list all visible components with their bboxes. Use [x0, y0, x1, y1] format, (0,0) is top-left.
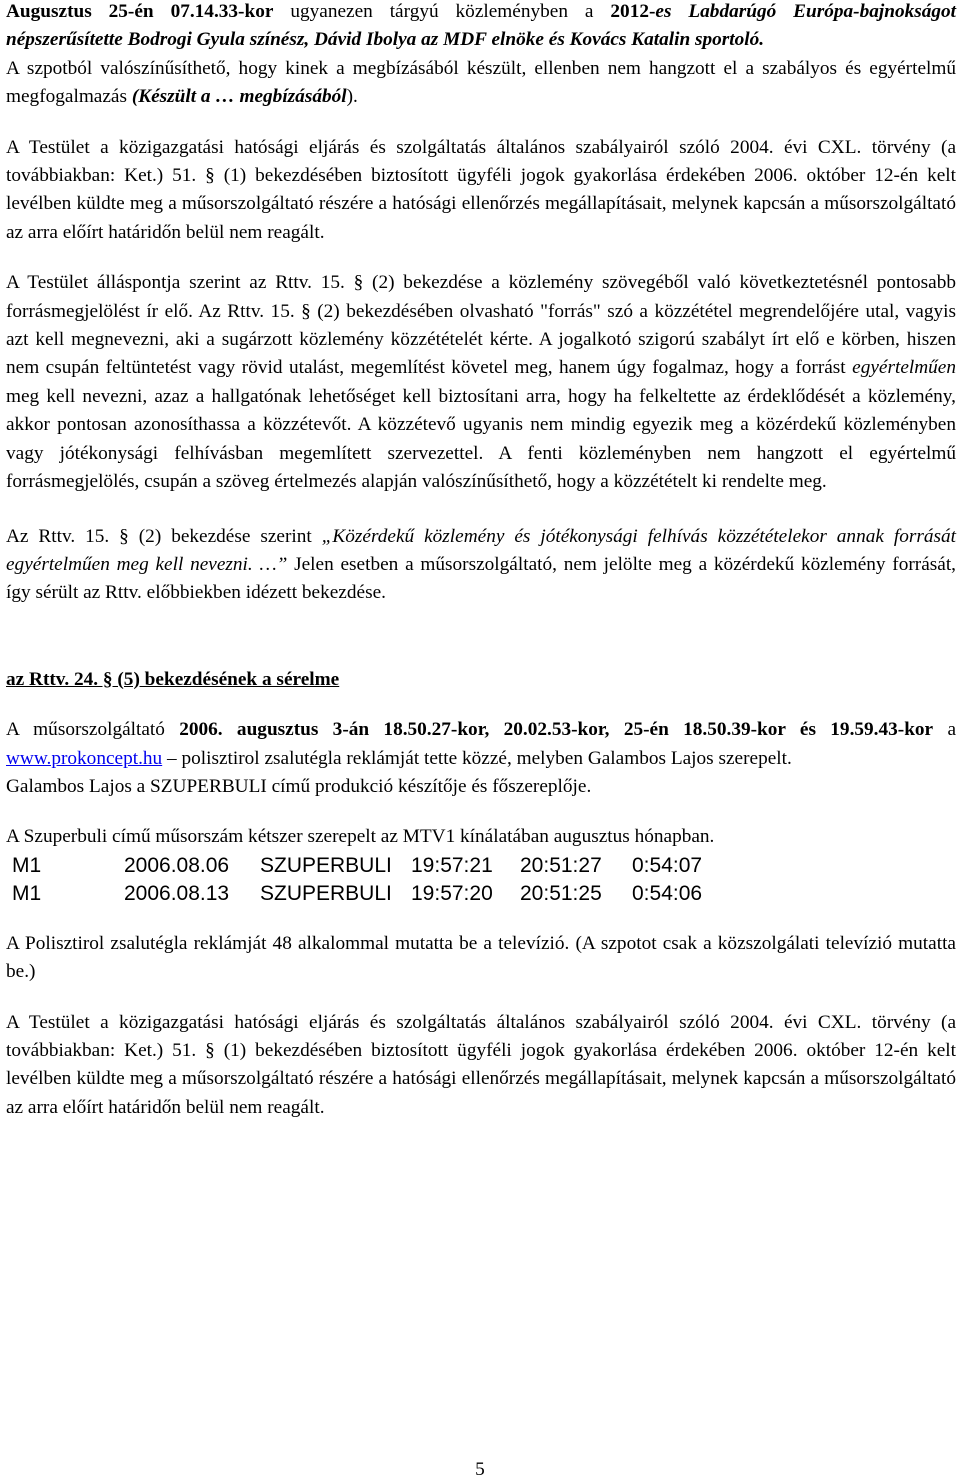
- event-description: es Labdarúgó Európa-bajnokságot népszerűsítette Bodrogi Gyula színész, Dávid Ibolya az MDF elnöke és Kovács Katalin sportoló.: [6, 1, 957, 51]
- required-phrase: (Készült a … megbízásából: [131, 86, 347, 108]
- paragraph-producer: Galambos Lajos a SZUPERBULI című produkció készítője és főszereplője.: [6, 775, 592, 797]
- emphasis-unambiguously: egyértelműen: [852, 357, 956, 379]
- website-link[interactable]: www.prokoncept.hu: [6, 747, 163, 769]
- paragraph-ad-count: A Polisztirol zsalutégla reklámját 48 alkalommal mutatta be a televízió. (A szpotot csak a közszolgálati televízió mutatta be.): [6, 932, 956, 983]
- table-row: M1 2006.08.06 SZUPERBULI 19:57:21 20:51:27 0:54:07: [12, 853, 703, 877]
- paragraph-board-position: A Testület álláspontja szerint az Rttv. 15. § (2) bekezdése a közlemény szövegéből való következtetésnél pontosabb forrásmegjelölést ír elő. Az Rttv. 15. § (2) bekezdésében olvasható "forrás" szó a közzététel megrendelőjére utal, vagyis azt kell megnevezni, aki a sugárzott közlemény közzétételét kérte. A jogalkotó szigorú szabályt írt elő e körben, hiszen nem csupán feltüntetést vagy rövid utalást, megemlítést követel meg, hanem úgy fogalmaz, hogy a forrást egyértelműen meg kell nevezni, azaz a hallgatónak lehetőséget kell biztosítani arra, hogy ha felkeltette az érdeklődését a közlemény, akkor pontosan azonosíthassa a közzétevőt. A közzétevő ugyanis nem mindig egyezik meg a közérdekű közleményben vagy jótékonysági felhívásban megemlített szervezettel. A fenti közleményben nem hangzott el egyértelmű forrásmegjelölés, csupán a szöveg értelmezés alapján valószínűsíthető, hogy a közzétételt ki rendelte meg.: [6, 272, 956, 493]
- page-number: 5: [475, 1459, 485, 1480]
- legal-quote: „Közérdekű közlemény és jótékonysági felhívás közzétételekor annak forrását egyértelműen meg kell nevezni. …”: [6, 525, 956, 575]
- paragraph-spot-source: A szpotból valószínűsíthető, hogy kinek a megbízásából készült, ellenben nem hangzott el a szabályos és egyértelmű megfogalmazás (Készült a … megbízásából).: [6, 57, 956, 108]
- table-row: M1 2006.08.13 SZUPERBULI 19:57:20 20:51:25 0:54:06: [12, 881, 703, 905]
- paragraph-broadcast-times: A műsorszolgáltató 2006. augusztus 3-án 18.50.27-kor, 20.02.53-kor, 25-én 18.50.39-kor és 19.59.43-kor a www.prokoncept.hu – polisztirol zsalutégla reklámját tette közzé, melyben Galambos Lajos szerepelt.: [6, 719, 956, 769]
- document-body: [6, 0, 956, 1122]
- paragraph-euro-championship: Augusztus 25-én 07.14.33-kor ugyanezen tárgyú közleményben a 2012-es Labdarúgó Európa-bajnokságot népszerűsítette Bodrogi Gyula színész, Dávid Ibolya az MDF elnöke és Kovács Katalin sportoló.: [6, 1, 957, 51]
- broadcast-table: [6, 852, 956, 908]
- date-time-bold: Augusztus 25-én 07.14.33-kor: [6, 1, 274, 22]
- paragraph-ket-notice-1: A Testület a közigazgatási hatósági eljárás és szolgáltatás általános szabályairól szóló 2004. évi CXL. törvény (a továbbiakban: Ket.) 51. § (1) bekezdésében biztosított ügyféli jogok gyakorlása érdekében 2006. október 12-én kelt levélben küldte meg a műsorszolgáltató részére a hatósági ellenőrzés megállapításait, melynek kapcsán a műsorszolgáltató az arra előírt határidőn belül nem reagált.: [6, 136, 956, 243]
- broadcast-dates-bold: 2006. augusztus 3-án 18.50.27-kor, 20.02.53-kor, 25-én 18.50.39-kor és 19.59.43-kor: [179, 719, 934, 741]
- heading-text: az Rttv. 24. § (5) bekezdésének a sérelme: [6, 668, 340, 690]
- section-heading: [6, 666, 956, 694]
- paragraph-ket-notice-2: A Testület a közigazgatási hatósági eljárás és szolgáltatás általános szabályairól szóló 2004. évi CXL. törvény (a továbbiakban: Ket.) 51. § (1) bekezdésében biztosított ügyféli jogok gyakorlása érdekében 2006. október 12-én kelt levélben küldte meg a műsorszolgáltató részére a hatósági ellenőrzés megállapításait, melynek kapcsán a műsorszolgáltató az arra előírt határidőn belül nem reagált.: [6, 1011, 956, 1118]
- paragraph-rttv-quote: Az Rttv. 15. § (2) bekezdése szerint „Közérdekű közlemény és jótékonysági felhívás közzétételekor annak forrását egyértelműen meg kell nevezni. …” Jelen esetben a műsorszolgáltató, nem jelölte meg a közérdekű közlemény forrását, így sérült az Rttv. előbbiekben idézett bekezdése.: [6, 525, 956, 604]
- paragraph-program-listing: A Szuperbuli című műsorszám kétszer szerepelt az MTV1 kínálatában augusztus hónapban.: [6, 826, 715, 848]
- year-bold: 2012-: [610, 1, 656, 22]
